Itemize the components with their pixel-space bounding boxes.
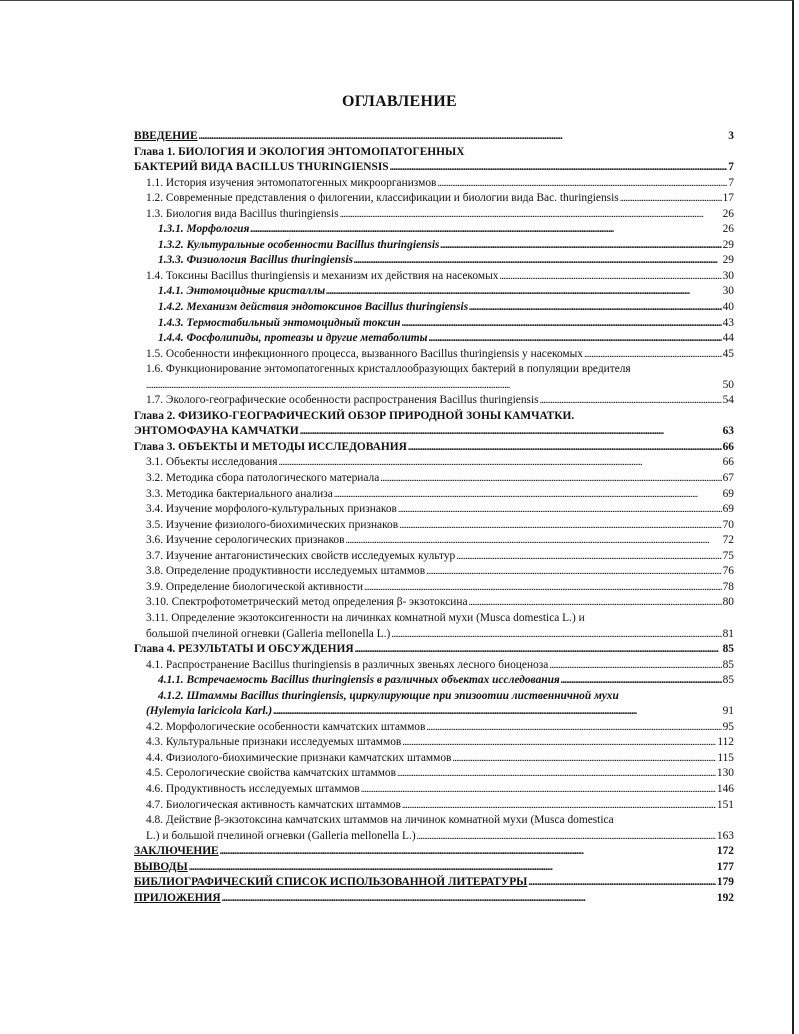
toc-section-1-4[interactable]: 1.4. Токсины Bacillus thuringiensis и механизм их действия на насекомых . . . 30 [134, 269, 734, 285]
toc-title: ОГЛАВЛЕНИЕ [342, 93, 457, 110]
toc-section-3-4[interactable]: 3.4. Изучение морфолого-культуральных признаков . . . 69 [134, 502, 734, 518]
toc-section-1-6[interactable]: . . . 50 [134, 378, 734, 394]
toc-chapter-1[interactable]: БАКТЕРИЙ ВИДА BACILLUS THURINGIENSIS . . . 7 [134, 160, 734, 176]
toc-chapter-3[interactable]: Глава 3. ОБЪЕКТЫ И МЕТОДЫ ИССЛЕДОВАНИЯ . . . 66 [134, 440, 734, 456]
toc-subsection-4-1-2[interactable]: (Hylemyia laricicola Karl.) . . . 91 [134, 704, 734, 720]
toc-subsection-1-3-1[interactable]: 1.3.1. Морфология . . . 26 [134, 222, 734, 238]
toc-section-4-8-line-1: 4.8. Действие β-экзотоксина камчатских штаммов на личинок комнатной мухи (Musca domestica [146, 814, 614, 827]
toc-entry-conclusion[interactable]: ЗАКЛЮЧЕНИЕ . . . 172 [134, 844, 734, 860]
toc-subsection-1-3-3[interactable]: 1.3.3. Физиология Bacillus thuringiensis . . . 29 [134, 253, 734, 269]
toc-section-3-10[interactable]: 3.10. Спектрофотометрический метод определения β- экзотоксина . . . 80 [134, 595, 734, 611]
toc-subsection-1-3-2[interactable]: 1.3.2. Культуральные особенности Bacillus thuringiensis . . . 29 [134, 238, 734, 254]
toc-subsection-1-4-4[interactable]: 1.4.4. Фосфолипиды, протеазы и другие метаболиты . . . 44 [134, 331, 734, 347]
toc-section-4-3[interactable]: 4.3. Культуральные признаки исследуемых штаммов . . . 112 [134, 735, 734, 751]
toc-section-3-6[interactable]: 3.6. Изучение серологических признаков . . . 72 [134, 533, 734, 549]
toc-section-4-6[interactable]: 4.6. Продуктивность исследуемых штаммов . . . 146 [134, 782, 734, 798]
toc-entry-bibliography[interactable]: БИБЛИОГРАФИЧЕСКИЙ СПИСОК ИСПОЛЬЗОВАННОЙ ЛИТЕРАТУРЫ . . . 179 [134, 875, 734, 891]
table-of-contents [134, 129, 734, 906]
toc-section-3-11-line-1: 3.11. Определение экзотоксигенности на личинках комнатной мухи (Musca domestica L.) и [146, 611, 585, 624]
toc-chapter-1-line-1: Глава 1. БИОЛОГИЯ И ЭКОЛОГИЯ ЭНТОМОПАТОГЕННЫХ [134, 145, 465, 158]
toc-chapter-2[interactable]: ЭНТОМОФАУНА КАМЧАТКИ . . . 63 [134, 424, 734, 440]
toc-chapter-2-line-1: Глава 2. ФИЗИКО-ГЕОГРАФИЧЕСКИЙ ОБЗОР ПРИРОДНОЙ ЗОНЫ КАМЧАТКИ. [134, 409, 575, 422]
toc-section-4-8[interactable]: L.) и большой пчелиной огневки (Galleria mellonella L.) . . . 163 [134, 829, 734, 845]
toc-section-1-1[interactable]: 1.1. История изучения энтомопатогенных микроорганизмов . . . 7 [134, 176, 734, 192]
toc-section-4-4[interactable]: 4.4. Физиолого-биохимические признаки камчатских штаммов . . . 115 [134, 751, 734, 767]
toc-subsection-1-4-2[interactable]: 1.4.2. Механизм действия эндотоксинов Bacillus thuringiensis . . . 40 [134, 300, 734, 316]
toc-subsection-4-1-2-line-1: 4.1.2. Штаммы Bacillus thuringiensis, циркулирующие при эпизоотии лиственничной мухи [158, 689, 619, 702]
toc-section-1-3[interactable]: 1.3. Биология вида Bacillus thuringiensis . . . 26 [134, 207, 734, 223]
toc-section-1-2[interactable]: 1.2. Современные представления о филогении, классификации и биологии вида Bac. thuringiensis . . . 17 [134, 191, 734, 207]
toc-subsection-1-4-1[interactable]: 1.4.1. Энтомоцидные кристаллы . . . 30 [134, 284, 734, 300]
toc-section-3-3[interactable]: 3.3. Методика бактериального анализа . . . 69 [134, 487, 734, 503]
toc-section-3-8[interactable]: 3.8. Определение продуктивности исследуемых штаммов . . . 76 [134, 564, 734, 580]
toc-section-1-6-line-1: 1.6. Функционирование энтомопатогенных кристаллообразующих бактерий в популяции вредителя [146, 363, 631, 376]
toc-section-4-1[interactable]: 4.1. Распространение Bacillus thuringiensis в различных звеньях лесного биоценоза . . . 85 [134, 658, 734, 674]
toc-section-3-1[interactable]: 3.1. Объекты исследования . . . 66 [134, 455, 734, 471]
toc-entry-introduction[interactable]: ВВЕДЕНИЕ . . . 3 [134, 129, 734, 145]
toc-chapter-4[interactable]: Глава 4. РЕЗУЛЬТАТЫ И ОБСУЖДЕНИЯ . . . 85 [134, 642, 734, 658]
toc-section-3-2[interactable]: 3.2. Методика сбора патологического материала . . . 67 [134, 471, 734, 487]
toc-section-3-9[interactable]: 3.9. Определение биологической активности . . . 78 [134, 580, 734, 596]
toc-subsection-1-4-3[interactable]: 1.4.3. Термостабильный энтомоцидный токсин . . . 43 [134, 316, 734, 332]
toc-section-1-5[interactable]: 1.5. Особенности инфекционного процесса, вызванного Bacillus thuringiensis у насекомых . . . 45 [134, 347, 734, 363]
toc-section-3-5[interactable]: 3.5. Изучение физиолого-биохимических признаков . . . 70 [134, 518, 734, 534]
toc-section-3-7[interactable]: 3.7. Изучение антагонистических свойств исследуемых культур . . . 75 [134, 549, 734, 565]
toc-section-4-2[interactable]: 4.2. Морфологические особенности камчатских штаммов . . . 95 [134, 720, 734, 736]
toc-entry-appendices[interactable]: ПРИЛОЖЕНИЯ . . . 192 [134, 891, 734, 907]
toc-section-4-5[interactable]: 4.5. Серологические свойства камчатских штаммов . . . 130 [134, 766, 734, 782]
toc-section-1-7[interactable]: 1.7. Эколого-географические особенности распространения Bacillus thuringiensis . . . 54 [134, 393, 734, 409]
toc-entry-findings[interactable]: ВЫВОДЫ . . . 177 [134, 860, 734, 876]
toc-section-3-11[interactable]: большой пчелиной огневки (Galleria mellonella L.) . . . 81 [134, 627, 734, 643]
toc-subsection-4-1-1[interactable]: 4.1.1. Встречаемость Bacillus thuringiensis в различных объектах исследования . . . 85 [134, 673, 734, 689]
toc-section-4-7[interactable]: 4.7. Биологическая активность камчатских штаммов . . . 151 [134, 798, 734, 814]
